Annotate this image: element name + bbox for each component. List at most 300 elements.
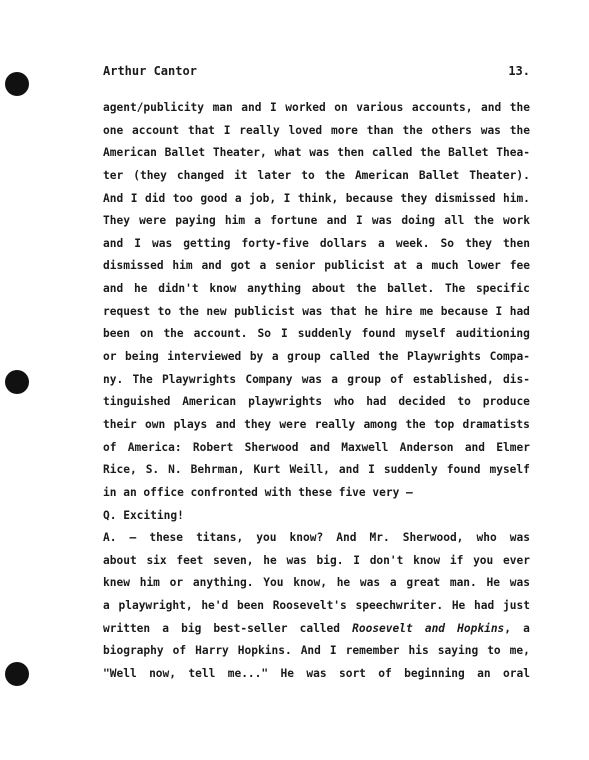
word: worked <box>285 101 326 114</box>
word: or <box>169 576 184 590</box>
text-line <box>103 550 530 573</box>
word: anything. <box>192 576 254 590</box>
word: all <box>444 214 465 228</box>
word: Playwrights <box>161 372 237 386</box>
word: been <box>103 327 130 341</box>
word: him <box>172 259 193 273</box>
word: five <box>338 485 366 499</box>
word: of <box>378 667 392 681</box>
word: forty-five <box>241 236 309 250</box>
word: found <box>361 327 396 341</box>
word: too <box>172 191 193 205</box>
word: a <box>162 621 169 635</box>
word: know, <box>293 576 327 590</box>
word: they <box>244 417 272 431</box>
word: of <box>390 372 404 386</box>
word: The <box>132 372 153 386</box>
word: ever <box>503 553 530 567</box>
word: I <box>355 214 363 228</box>
word: really <box>239 123 280 137</box>
text-line <box>103 97 530 120</box>
word: established, <box>412 372 494 386</box>
text-line <box>103 663 530 686</box>
word: about <box>311 282 346 296</box>
word: been <box>237 599 264 613</box>
word: and <box>241 101 262 114</box>
word: know? <box>289 531 324 545</box>
word: if <box>449 553 464 567</box>
word: don't <box>369 553 404 567</box>
word: American <box>182 395 237 409</box>
word: he'd <box>201 599 229 613</box>
word: a <box>331 372 338 386</box>
text-line <box>103 233 530 256</box>
word: by <box>249 350 264 364</box>
word: various <box>356 101 404 114</box>
text-line <box>103 255 530 278</box>
word: later <box>257 168 292 182</box>
word: doing <box>401 214 436 228</box>
word: a <box>389 576 397 590</box>
word: top <box>434 417 455 431</box>
word: and <box>464 440 486 454</box>
word: was <box>152 236 173 250</box>
word: in <box>103 485 117 499</box>
word: suddenly <box>383 463 438 477</box>
word: Playwrights <box>406 350 482 364</box>
word: auditioning <box>455 327 530 341</box>
word: his <box>408 644 429 658</box>
word: American <box>103 146 157 160</box>
word: much <box>431 259 459 273</box>
word: So <box>257 327 272 341</box>
word: I <box>130 191 138 205</box>
word: sort <box>338 667 366 681</box>
word: the <box>163 327 184 341</box>
word: dismissed <box>103 259 164 273</box>
word: confronted <box>190 485 258 499</box>
word: ny. <box>103 372 124 386</box>
word: specific <box>476 282 530 296</box>
word: week. <box>395 236 430 250</box>
word: speechwriter. <box>355 599 444 613</box>
word: decided <box>398 395 446 409</box>
word: I <box>495 304 503 318</box>
word: an <box>477 667 491 681</box>
word: and <box>338 463 360 477</box>
word: tell <box>188 667 216 681</box>
word: one <box>103 123 124 137</box>
word: know <box>413 553 441 567</box>
word: just <box>502 599 530 613</box>
word: and <box>201 259 222 273</box>
word: then <box>337 146 365 160</box>
word: office <box>143 485 184 499</box>
word: who <box>334 395 355 409</box>
text-line <box>103 640 530 663</box>
word: A. <box>103 531 117 545</box>
word: And <box>300 644 321 658</box>
word: among <box>363 417 398 431</box>
word: me <box>419 304 434 318</box>
word: very <box>372 485 400 499</box>
word: dollars <box>319 236 368 250</box>
word: had <box>474 599 495 613</box>
word: Ballet <box>418 168 460 182</box>
word: I <box>270 101 277 114</box>
word: had <box>509 304 530 318</box>
word: own <box>145 417 166 431</box>
text-line <box>103 142 530 165</box>
word: what <box>274 146 302 160</box>
word: I <box>353 553 360 567</box>
word: they <box>465 236 493 250</box>
word: a <box>415 259 423 273</box>
word: of <box>103 440 117 454</box>
word: who <box>476 531 497 545</box>
word: account <box>132 123 180 137</box>
word: on <box>334 101 348 114</box>
word: And <box>103 191 124 205</box>
word: the <box>405 417 426 431</box>
word: the <box>356 282 377 296</box>
word: dis- <box>503 372 530 386</box>
word: found <box>446 463 481 477</box>
word: big <box>181 621 202 635</box>
word: him <box>224 214 246 228</box>
word: the <box>473 214 494 228</box>
word: a <box>254 214 262 228</box>
word: ballet. <box>387 282 435 296</box>
word: because <box>440 304 488 318</box>
word: Hopkins. <box>237 644 292 658</box>
word: the <box>509 123 530 137</box>
word: Maxwell <box>341 440 389 454</box>
word: He <box>280 667 294 681</box>
word: interviewed <box>167 350 242 364</box>
word: Mr. <box>369 531 390 545</box>
word: I <box>368 463 375 477</box>
word: at <box>393 259 408 273</box>
word: me..." <box>227 667 269 681</box>
word: S. <box>145 463 160 477</box>
word: Robert <box>192 440 234 454</box>
word: a <box>234 191 242 205</box>
text-line <box>103 391 530 414</box>
word: didn't <box>158 282 199 296</box>
text-line <box>103 595 530 618</box>
word: changed <box>176 168 225 182</box>
word: had <box>366 395 387 409</box>
word: to <box>487 644 501 658</box>
word: Hopkins, <box>457 621 512 635</box>
text-line <box>103 165 530 188</box>
word: ter <box>103 168 124 182</box>
word: account. <box>193 327 248 341</box>
word: he <box>263 553 277 567</box>
text-line <box>103 505 530 528</box>
word: a <box>271 350 279 364</box>
word: So <box>440 236 455 250</box>
page-header <box>103 64 530 78</box>
word: I <box>134 236 141 250</box>
text-line <box>103 278 530 301</box>
word: it <box>234 168 248 182</box>
word: about <box>103 553 137 567</box>
word: myself <box>489 463 530 477</box>
punch-hole-bottom <box>5 662 29 686</box>
word: tinguished <box>103 395 171 409</box>
text-line <box>103 369 530 392</box>
word: written <box>103 621 151 635</box>
word: were <box>279 417 307 431</box>
word: called <box>371 146 413 160</box>
word: was <box>371 214 393 228</box>
word: new <box>206 304 227 318</box>
word: plays <box>173 417 208 431</box>
word: was <box>480 123 501 137</box>
word: Sherwood <box>244 440 299 454</box>
word: Harry <box>195 644 229 658</box>
word: him <box>139 576 160 590</box>
word: Company <box>245 372 293 386</box>
word: a <box>103 599 110 613</box>
word: called <box>329 350 370 364</box>
word: Q. <box>103 508 117 522</box>
word: a <box>378 236 385 250</box>
word: best-seller <box>213 621 288 635</box>
word: work <box>503 214 530 228</box>
word: anything <box>247 282 301 296</box>
word: dismissed <box>434 191 496 205</box>
word: their <box>103 417 137 431</box>
word: Ballet <box>448 146 489 160</box>
word: produce <box>482 395 530 409</box>
word: Behrman, <box>190 463 245 477</box>
word: playwrights <box>248 395 323 409</box>
word: fortune <box>270 214 318 228</box>
word: now, <box>149 667 177 681</box>
word: fee <box>509 259 530 273</box>
word: I <box>329 644 337 658</box>
word: feet <box>176 553 204 567</box>
word: he <box>133 282 148 296</box>
word: he <box>364 304 378 318</box>
word: more <box>330 123 358 137</box>
text-line <box>103 618 530 641</box>
word: and <box>309 440 330 454</box>
word: the <box>378 350 399 364</box>
page-number: 13. <box>508 64 530 78</box>
word: "Well <box>103 667 137 681</box>
word: being <box>125 350 159 364</box>
punch-hole-middle <box>5 370 29 394</box>
word: I <box>281 327 288 341</box>
word: was <box>509 576 530 590</box>
word: an <box>123 485 137 499</box>
word: America: <box>127 440 182 454</box>
word: to <box>157 304 172 318</box>
word: man <box>212 101 233 114</box>
word: He <box>451 599 466 613</box>
word: Thea- <box>496 146 530 160</box>
word: to <box>301 168 315 182</box>
word: great <box>406 576 441 590</box>
word: dramatists <box>462 417 530 431</box>
text-line <box>103 437 530 460</box>
word: American <box>354 168 409 182</box>
text-line <box>103 572 530 595</box>
word: to <box>457 395 471 409</box>
text-line <box>103 120 530 143</box>
word: that <box>329 304 357 318</box>
word: oral <box>503 667 530 681</box>
word: saying <box>437 644 479 658</box>
word: the <box>178 304 199 318</box>
word: these <box>149 531 184 545</box>
word: myself <box>405 327 446 341</box>
word: of <box>172 644 187 658</box>
word: — <box>129 531 137 545</box>
word: was <box>509 531 530 545</box>
word: Roosevelt <box>352 621 413 635</box>
word: with <box>264 485 292 499</box>
word: man. <box>449 576 477 590</box>
word: the <box>420 146 441 160</box>
word: lower <box>467 259 501 273</box>
word: (they <box>133 168 167 182</box>
word: publicist <box>234 304 295 318</box>
word: Theater, <box>212 146 267 160</box>
word: biography <box>103 644 164 658</box>
word: remember <box>345 644 400 658</box>
word: Compa- <box>489 350 530 364</box>
word: I <box>283 191 291 205</box>
word: was <box>302 304 323 318</box>
word: N. <box>168 463 182 477</box>
word: and <box>424 621 446 635</box>
word: were <box>139 214 167 228</box>
word: the <box>324 168 345 182</box>
word: big. <box>316 553 344 567</box>
word: request <box>103 304 151 318</box>
word: because <box>345 191 393 205</box>
word: loved <box>288 123 323 137</box>
word: I <box>223 123 231 137</box>
word: Weill, <box>289 463 330 477</box>
text-line <box>103 414 530 437</box>
word: Rice, <box>103 463 137 477</box>
word: agent/publicity <box>103 101 205 114</box>
word: job, <box>249 191 277 205</box>
text-line <box>103 527 530 550</box>
word: that <box>187 123 215 137</box>
word: the <box>509 101 530 114</box>
word: think, <box>297 191 339 205</box>
word: Ballet <box>164 146 206 160</box>
punch-hole-top <box>5 72 29 96</box>
word: group <box>287 350 321 364</box>
word: paying <box>175 214 216 228</box>
word: these <box>298 485 332 499</box>
word: and <box>103 236 124 250</box>
word: You <box>263 576 284 590</box>
word: on <box>139 327 154 341</box>
word: seven, <box>213 553 254 567</box>
word: The <box>445 282 466 296</box>
word: was <box>286 553 307 567</box>
word: Sherwood, <box>402 531 464 545</box>
word: Exciting! <box>123 508 184 522</box>
text-line <box>103 188 530 211</box>
word: group <box>347 372 381 386</box>
word: Theater). <box>469 168 530 182</box>
word: titans, <box>196 531 244 545</box>
word: was <box>359 576 381 590</box>
transcript-body <box>103 97 530 686</box>
word: and <box>326 214 347 228</box>
word: senior <box>275 259 316 273</box>
word: publicist <box>324 259 385 273</box>
word: hire <box>385 304 413 318</box>
text-line <box>103 210 530 233</box>
word: really <box>314 417 356 431</box>
word: he <box>336 576 351 590</box>
word: was <box>301 372 322 386</box>
author-name: Arthur Cantor <box>103 64 197 78</box>
text-line <box>103 346 530 369</box>
word: know <box>209 282 237 296</box>
word: the <box>402 123 423 137</box>
word: did <box>144 191 166 205</box>
word: me, <box>509 644 530 658</box>
word: Elmer <box>496 440 530 454</box>
word: was <box>309 146 330 160</box>
word: He <box>486 576 501 590</box>
word: and <box>481 101 502 114</box>
text-line <box>103 323 530 346</box>
word: you <box>256 531 277 545</box>
word: than <box>366 123 394 137</box>
word: got <box>230 259 251 273</box>
word: they <box>400 191 428 205</box>
word: accounts, <box>411 101 473 114</box>
word: and <box>103 282 124 296</box>
word: playwright, <box>118 599 193 613</box>
word: or <box>103 350 117 364</box>
word: others <box>431 123 472 137</box>
word: and <box>215 417 236 431</box>
word: — <box>406 485 413 499</box>
word: you <box>473 553 494 567</box>
word: six <box>146 553 167 567</box>
word: They <box>103 214 130 228</box>
word: a <box>259 259 267 273</box>
word: was <box>306 667 327 681</box>
word: him. <box>502 191 530 205</box>
word: then <box>503 236 530 250</box>
text-line <box>103 482 530 505</box>
text-line <box>103 301 530 324</box>
word: getting <box>183 236 231 250</box>
word: a <box>523 621 530 635</box>
word: knew <box>103 576 130 590</box>
word: called <box>299 621 341 635</box>
word: good <box>200 191 228 205</box>
word: And <box>336 531 357 545</box>
text-line <box>103 459 530 482</box>
word: Roosevelt's <box>272 599 347 613</box>
